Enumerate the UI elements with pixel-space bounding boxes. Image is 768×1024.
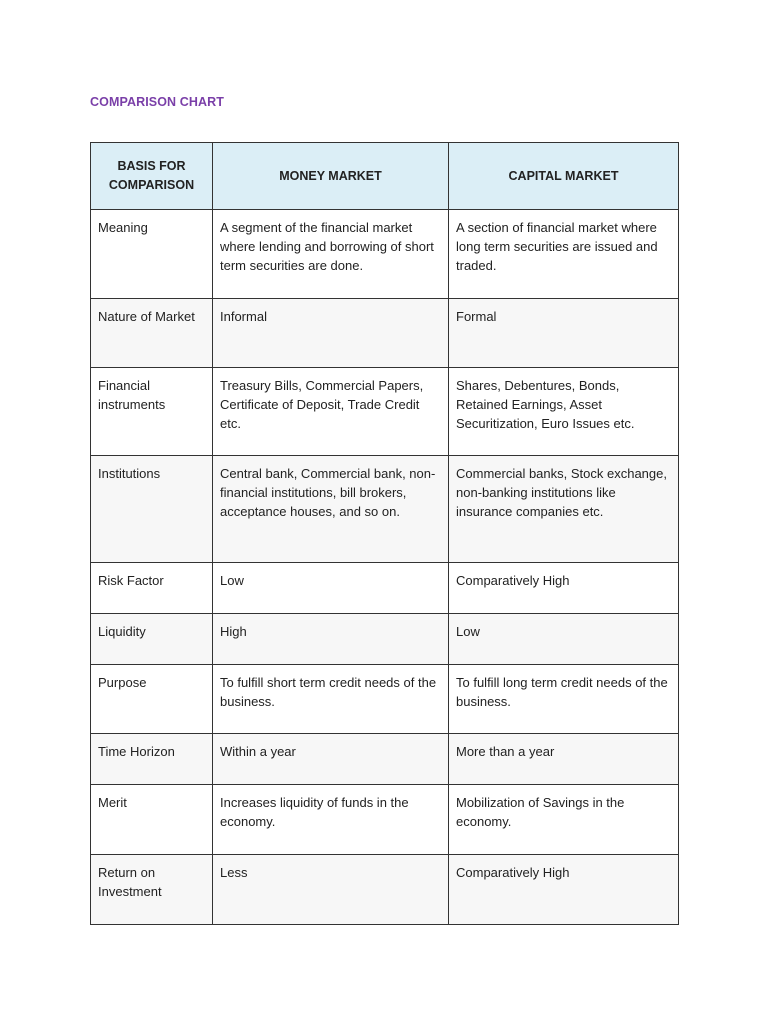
row-money-market-cell: High: [213, 614, 449, 665]
row-capital-market-cell: Mobilization of Savings in the economy.: [449, 785, 679, 855]
row-basis-cell: Risk Factor: [91, 563, 213, 614]
row-money-market-cell: Treasury Bills, Commercial Papers, Certificate of Deposit, Trade Credit etc.: [213, 368, 449, 456]
table-row: [91, 665, 679, 734]
row-capital-market-cell: A section of financial market where long term securities are issued and traded.: [449, 210, 679, 299]
table-row: [91, 734, 679, 785]
row-money-market-cell: A segment of the financial market where lending and borrowing of short term securities are done.: [213, 210, 449, 299]
row-capital-market-cell: Low: [449, 614, 679, 665]
row-capital-market-cell: Commercial banks, Stock exchange, non-banking institutions like insurance companies etc.: [449, 456, 679, 563]
table-row: [91, 614, 679, 665]
row-money-market-cell: Less: [213, 855, 449, 925]
row-basis-cell: Nature of Market: [91, 299, 213, 368]
row-capital-market-cell: Comparatively High: [449, 563, 679, 614]
row-money-market-cell: Informal: [213, 299, 449, 368]
comparison-table: [90, 142, 679, 925]
table-body: [91, 210, 679, 925]
row-basis-cell: Meaning: [91, 210, 213, 299]
table-row: [91, 210, 679, 299]
table-header-row: [91, 143, 679, 210]
header-basis: BASIS FOR COMPARISON: [91, 143, 213, 210]
row-money-market-cell: Increases liquidity of funds in the economy.: [213, 785, 449, 855]
row-basis-cell: Merit: [91, 785, 213, 855]
header-money-market: MONEY MARKET: [213, 143, 449, 210]
page-title: COMPARISON CHART: [90, 95, 225, 109]
row-money-market-cell: Low: [213, 563, 449, 614]
table-row: [91, 855, 679, 925]
row-capital-market-cell: More than a year: [449, 734, 679, 785]
table-row: [91, 299, 679, 368]
row-capital-market-cell: Shares, Debentures, Bonds, Retained Earnings, Asset Securitization, Euro Issues etc.: [449, 368, 679, 456]
row-capital-market-cell: To fulfill long term credit needs of the business.: [449, 665, 679, 734]
row-basis-cell: Purpose: [91, 665, 213, 734]
row-basis-cell: Time Horizon: [91, 734, 213, 785]
row-capital-market-cell: Formal: [449, 299, 679, 368]
row-basis-cell: Institutions: [91, 456, 213, 563]
row-basis-cell: Liquidity: [91, 614, 213, 665]
table-row: [91, 368, 679, 456]
row-basis-cell: Return on Investment: [91, 855, 213, 925]
row-money-market-cell: To fulfill short term credit needs of the business.: [213, 665, 449, 734]
row-capital-market-cell: Comparatively High: [449, 855, 679, 925]
row-money-market-cell: Central bank, Commercial bank, non-financial institutions, bill brokers, acceptance houses, and so on.: [213, 456, 449, 563]
header-capital-market: CAPITAL MARKET: [449, 143, 679, 210]
row-money-market-cell: Within a year: [213, 734, 449, 785]
table-row: [91, 785, 679, 855]
table-row: [91, 563, 679, 614]
table-row: [91, 456, 679, 563]
row-basis-cell: Financial instruments: [91, 368, 213, 456]
